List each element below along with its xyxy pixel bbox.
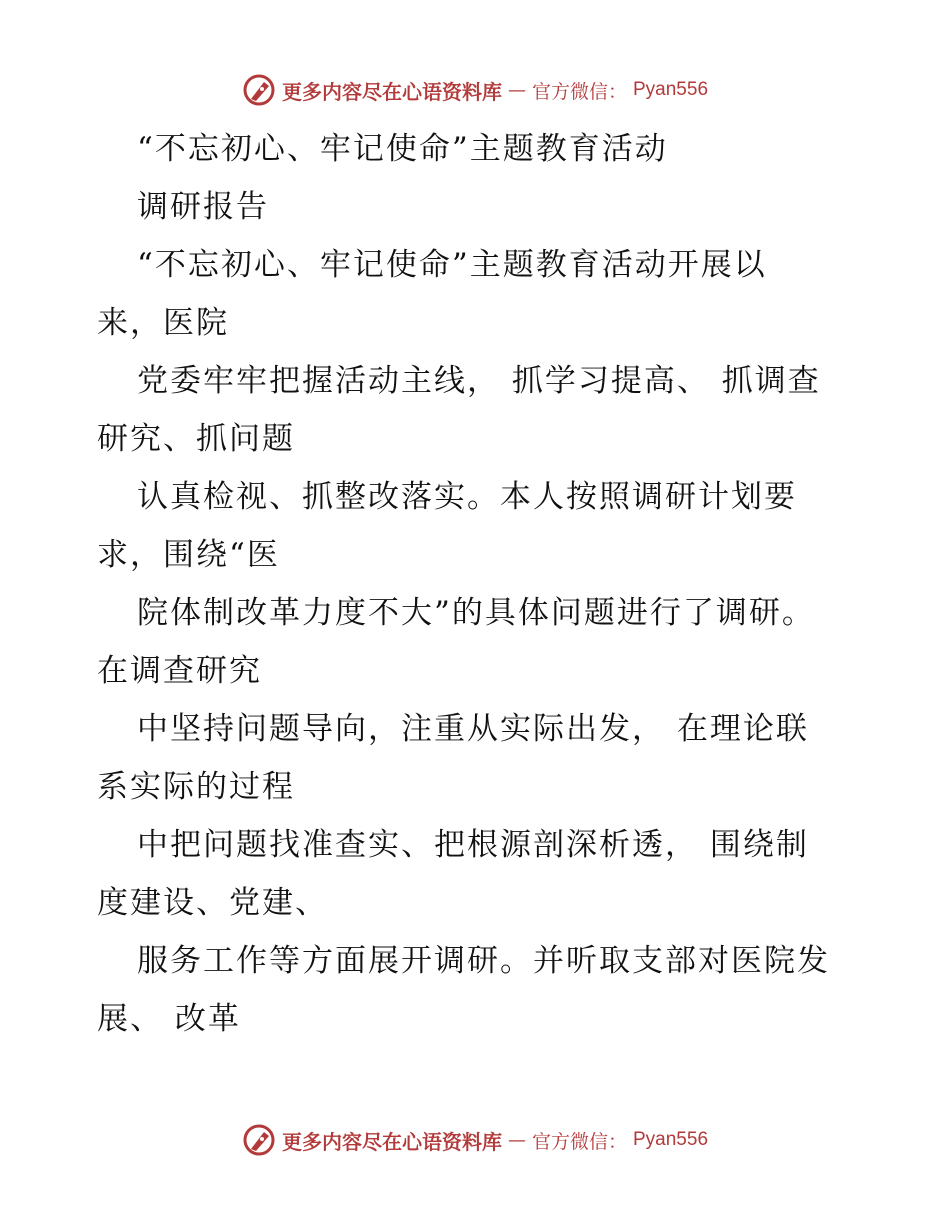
paragraph-line: “不忘初心、牢记使命”主题教育活动开展以	[137, 247, 767, 283]
wechat-id: Pyan556	[633, 1129, 709, 1150]
paragraph-line: 度建设、党建、	[97, 885, 328, 921]
paragraph-line: 中坚持问题导向，注重从实际出发， 在理论联	[137, 711, 809, 747]
paragraph-line: 党委牢牢把握活动主线， 抓学习提高、 抓调查	[137, 363, 821, 399]
header-banner	[0, 68, 950, 112]
paragraph-line: 展、 改革	[97, 1001, 241, 1037]
paragraph-line: 服务工作等方面展开调研。并听取支部对医院发	[137, 943, 830, 979]
paragraph-line: 院体制改革力度不大”的具体问题进行了调研。	[137, 595, 815, 631]
wechat-label: 官方微信：	[531, 1130, 627, 1153]
paragraph-line: 求，围绕“医	[97, 537, 280, 573]
footer-banner-inner	[242, 1123, 708, 1157]
banner-separator: —	[507, 1129, 526, 1151]
paragraph-line: 系实际的过程	[97, 769, 295, 805]
footer-banner	[0, 1118, 950, 1162]
header-banner-inner	[242, 73, 708, 107]
site-name-text: 更多内容尽在心语资料库	[281, 79, 502, 104]
paragraph-line: 来，医院	[97, 305, 229, 341]
wechat-label: 官方微信：	[531, 80, 627, 103]
pen-nib-circle-icon	[242, 73, 276, 107]
paragraph-line: 认真检视、抓整改落实。本人按照调研计划要	[137, 479, 797, 515]
banner-separator: —	[507, 79, 526, 101]
pen-nib-circle-icon	[242, 1123, 276, 1157]
paragraph-line: 中把问题找准查实、把根源剖深析透， 围绕制	[137, 827, 809, 863]
doc-title-line-2: 调研报告	[137, 189, 269, 225]
paragraph-line: 在调查研究	[97, 653, 262, 689]
site-name-text: 更多内容尽在心语资料库	[281, 1129, 502, 1154]
wechat-id: Pyan556	[633, 79, 709, 100]
doc-title-line-1: “不忘初心、牢记使命”主题教育活动	[137, 131, 668, 167]
paragraph-line: 研究、抓问题	[97, 421, 295, 457]
document-body	[97, 120, 877, 1048]
